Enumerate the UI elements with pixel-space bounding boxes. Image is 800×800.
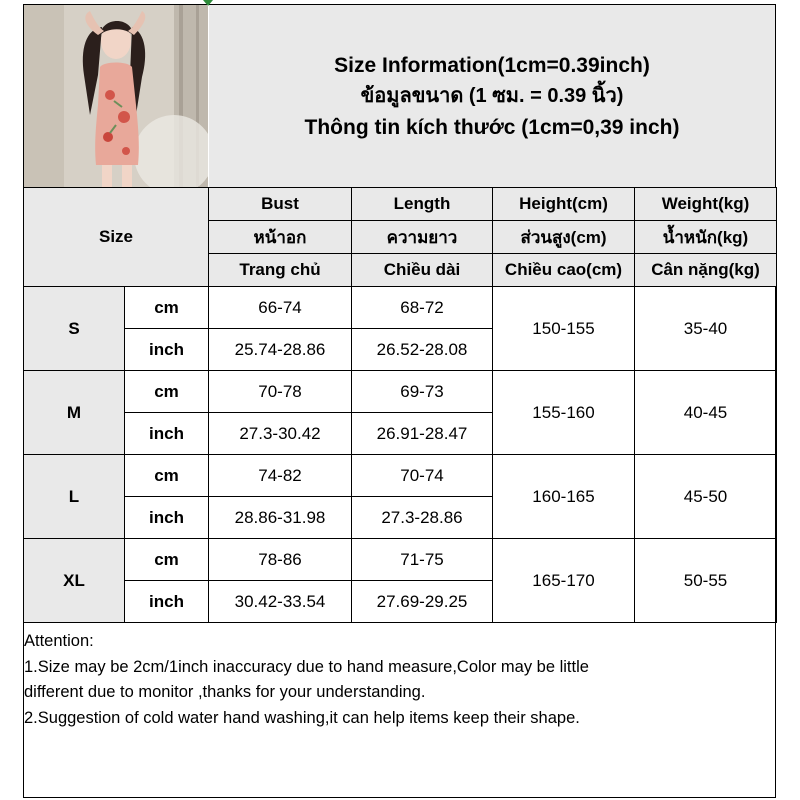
length-cm: 71-75 xyxy=(352,539,493,581)
table-row xyxy=(24,371,777,413)
table-row xyxy=(24,287,777,329)
bust-inch: 28.86-31.98 xyxy=(209,497,352,539)
weight-value: 40-45 xyxy=(635,371,777,455)
attention-line-2: different due to monitor ,thanks for your understanding. xyxy=(24,683,426,701)
unit-cm: cm xyxy=(125,371,209,413)
bust-cm: 74-82 xyxy=(209,455,352,497)
attention-line-1: 1.Size may be 2cm/1inch inaccuracy due to hand measure,Color may be little xyxy=(24,657,589,676)
header-row-english xyxy=(24,188,777,221)
header-length-en: Length xyxy=(352,188,493,221)
bust-inch: 25.74-28.86 xyxy=(209,329,352,371)
size-label-l: L xyxy=(24,455,125,539)
size-table xyxy=(23,187,777,623)
header-length-vi: Chiều dài xyxy=(352,254,493,287)
bust-inch: 30.42-33.54 xyxy=(209,581,352,623)
title-box xyxy=(209,5,775,187)
bust-inch: 27.3-30.42 xyxy=(209,413,352,455)
unit-inch: inch xyxy=(125,329,209,371)
length-cm: 68-72 xyxy=(352,287,493,329)
header-weight-en: Weight(kg) xyxy=(635,188,777,221)
length-cm: 70-74 xyxy=(352,455,493,497)
bust-cm: 70-78 xyxy=(209,371,352,413)
height-value: 160-165 xyxy=(493,455,635,539)
weight-value: 50-55 xyxy=(635,539,777,623)
table-row xyxy=(24,455,777,497)
attention-line-3: 2.Suggestion of cold water hand washing,it can help items keep their shape. xyxy=(24,708,580,727)
weight-value: 45-50 xyxy=(635,455,777,539)
unit-cm: cm xyxy=(125,539,209,581)
title-vietnamese: Thông tin kích thước (1cm=0,39 inch) xyxy=(304,115,680,139)
table-row xyxy=(24,539,777,581)
product-photo xyxy=(24,5,208,187)
header-weight-th: น้ำหนัก(kg) xyxy=(635,221,777,254)
header-bust-en: Bust xyxy=(209,188,352,221)
attention-heading: Attention: xyxy=(24,632,94,650)
header-bust-vi: Trang chủ xyxy=(209,254,352,287)
length-inch: 26.91-28.47 xyxy=(352,413,493,455)
unit-cm: cm xyxy=(125,455,209,497)
size-column-title: Size xyxy=(24,188,209,287)
length-cm: 69-73 xyxy=(352,371,493,413)
unit-inch: inch xyxy=(125,413,209,455)
bust-cm: 66-74 xyxy=(209,287,352,329)
header-height-vi: Chiều cao(cm) xyxy=(493,254,635,287)
size-label-s: S xyxy=(24,287,125,371)
height-value: 150-155 xyxy=(493,287,635,371)
unit-inch: inch xyxy=(125,497,209,539)
model-photo-illustration xyxy=(24,5,208,187)
size-label-m: M xyxy=(24,371,125,455)
length-inch: 27.3-28.86 xyxy=(352,497,493,539)
header-height-th: ส่วนสูง(cm) xyxy=(493,221,635,254)
size-label-xl: XL xyxy=(24,539,125,623)
height-value: 165-170 xyxy=(493,539,635,623)
header-length-th: ความยาว xyxy=(352,221,493,254)
unit-cm: cm xyxy=(125,287,209,329)
title-thai: ข้อมูลขนาด (1 ซม. = 0.39 นิ้ว) xyxy=(360,84,624,107)
header-bust-th: หน้าอก xyxy=(209,221,352,254)
title-english: Size Information(1cm=0.39inch) xyxy=(334,53,650,77)
height-value: 155-160 xyxy=(493,371,635,455)
attention-notes xyxy=(24,629,764,731)
weight-value: 35-40 xyxy=(635,287,777,371)
header-height-en: Height(cm) xyxy=(493,188,635,221)
length-inch: 27.69-29.25 xyxy=(352,581,493,623)
length-inch: 26.52-28.08 xyxy=(352,329,493,371)
bust-cm: 78-86 xyxy=(209,539,352,581)
unit-inch: inch xyxy=(125,581,209,623)
header-weight-vi: Cân nặng(kg) xyxy=(635,254,777,287)
